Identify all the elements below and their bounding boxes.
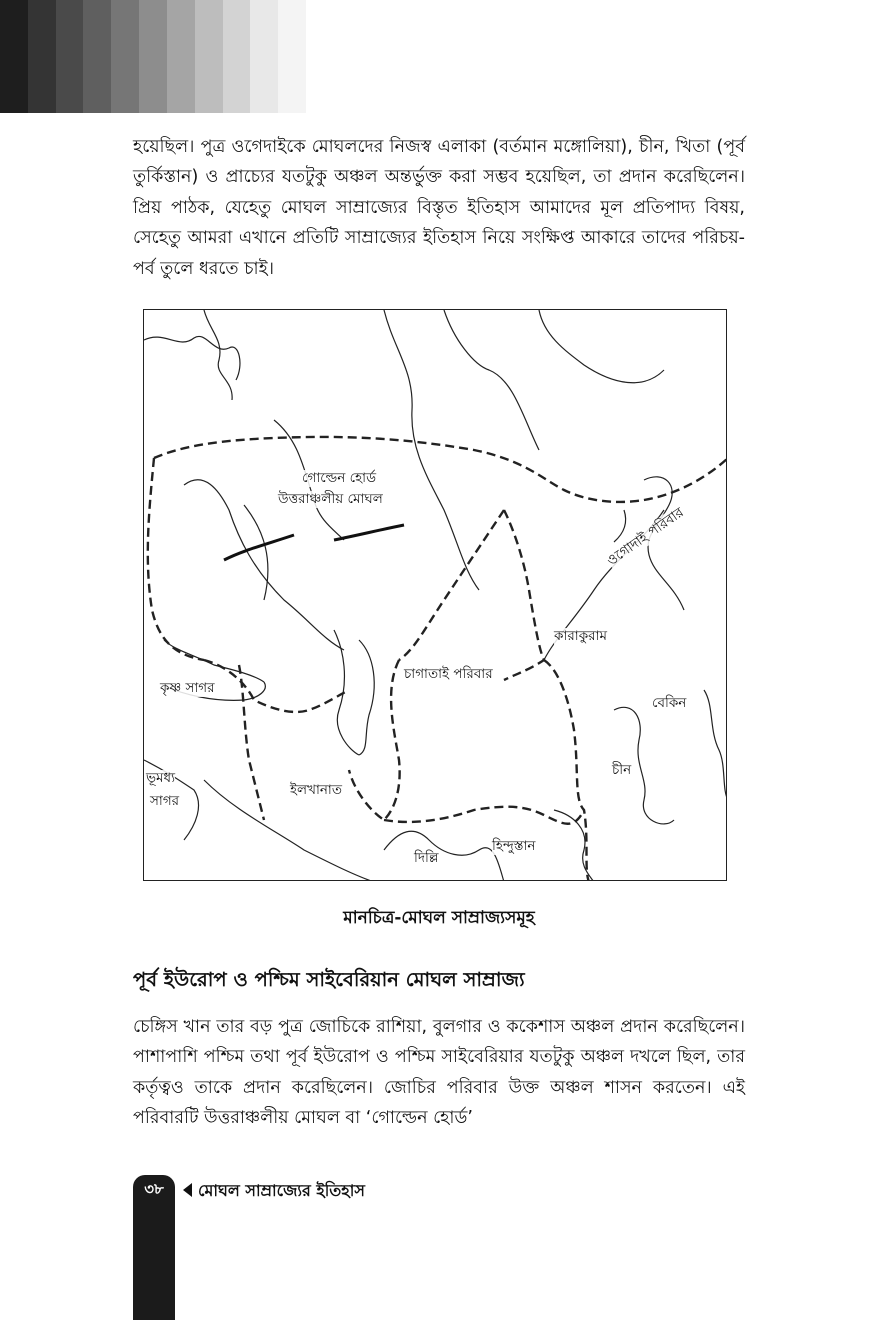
gray-scale-bar — [0, 0, 306, 113]
map-label-northern-mughal: উত্তরাঞ্চলীয় মোঘল — [278, 491, 383, 507]
map-label-karakorum: কারাকুরাম — [554, 628, 607, 644]
map-label-beijing: বেকিন — [652, 695, 687, 711]
gray-swatch — [83, 0, 111, 113]
map-drawing — [144, 310, 727, 881]
section-title: পূর্ব ইউরোপ ও পশ্চিম সাইবেরিয়ান মোঘল সাম্রাজ্য — [133, 968, 525, 991]
east-coast — [704, 690, 727, 800]
gray-swatch — [56, 0, 84, 113]
gray-swatch — [28, 0, 56, 113]
boundary-karakorum — [504, 510, 544, 680]
map-label-ilkhanate: ইলখানাত — [290, 782, 342, 798]
page-number: ৩৮ — [144, 1180, 164, 1198]
map-label-mediterranean-2: সাগর — [150, 793, 180, 809]
gray-swatch — [250, 0, 278, 113]
boundary-ilkhanate-west — [239, 665, 264, 820]
gray-swatch — [195, 0, 223, 113]
arabian-sea-coast — [384, 831, 504, 881]
boundary-china-west — [544, 660, 589, 881]
gray-swatch — [139, 0, 167, 113]
map-label-golden-horde: গোল্ডেন হোর্ড — [302, 470, 377, 486]
river-ob — [384, 310, 479, 590]
indochina — [554, 810, 594, 881]
boundary-chagatai-north — [399, 510, 504, 660]
boundary-north — [154, 437, 727, 502]
paragraph-top: হয়েছিল। পুত্র ওগেদাইকে মোঘলদের নিজস্ব এলাকা (বর্তমান মঙ্গোলিয়া), চীন, খিতা (পূর্ব তুর্কিস্তান) ও প্রাচ্যের যতটুকু অঞ্চল অন্তর্ভুক্ত করা সম্ভব হয়েছিল, তা প্রদান করেছিলেন। প্রিয় পাঠক, যেহেতু মোঘল সাম্রাজ্যের বিস্তৃত ইতিহাস আমাদের মূল প্রতিপাদ্য বিষয়, সেহেতু আমরা এখানে প্রতিটি সাম্রাজ্যের ইতিহাস নিয়ে সংক্ষিপ্ত আকারে তাদের পরিচয়-পর্ব তুলে ধরতে চাই। — [133, 137, 745, 279]
mughal-empires-map — [143, 309, 727, 881]
boundary-west — [148, 458, 204, 660]
baikal — [614, 510, 626, 542]
gray-swatch — [0, 0, 28, 113]
map-label-black-sea: কৃষ্ণ সাগর — [160, 680, 215, 696]
boundary-india-north — [384, 807, 584, 824]
gray-swatch — [278, 0, 306, 113]
map-label-hindustan: হিন্দুস্তান — [492, 838, 536, 854]
bold-river-1 — [224, 535, 294, 560]
map-label-delhi: দিল্লি — [414, 850, 439, 866]
river-yenisei — [444, 310, 539, 450]
paragraph-bottom: চেঙ্গিস খান তার বড় পুত্র জোচিকে রাশিয়া, বুলগার ও ককেশাস অঞ্চল প্রদান করেছিলেন। পাশাপাশি পশ্চিম তথা পূর্ব ইউরোপ ও পশ্চিম সাইবেরিয়ার যতটুকু অঞ্চল দখলে ছিল, তার কর্তৃত্বও তাকে প্রদান করেছিলেন। জোচির পরিবার উক্ত অঞ্চল শাসন করতেন। এই পরিবারটি উত্তরাঞ্চলীয় মোঘল বা ‘গোল্ডেন হোর্ড’ — [133, 1017, 745, 1129]
persian-coast — [204, 780, 374, 881]
gray-swatch — [167, 0, 195, 113]
map-label-chagatai-family: চাগাতাই পরিবার — [404, 666, 493, 682]
map-label-mediterranean-1: ভূমধ্য — [146, 770, 176, 786]
bold-river-2 — [334, 525, 404, 540]
map-label-china: চীন — [612, 762, 632, 778]
river-lena — [539, 310, 664, 383]
map-caption: মানচিত্র-মোঘল সাম্রাজ্যসমূহ — [343, 908, 535, 928]
arctic-coast — [144, 336, 240, 380]
gray-swatch — [111, 0, 139, 113]
left-arrow-icon — [183, 1183, 192, 1197]
black-sea-north — [164, 640, 264, 682]
caspian-east — [359, 640, 374, 755]
gray-swatch — [223, 0, 251, 113]
running-title: মোঘল সাম্রাজ্যের ইতিহাস — [198, 1181, 365, 1200]
map-label-ogedei-family: ওগোদাই পরিবার — [604, 504, 687, 570]
caspian-west — [334, 630, 359, 755]
scandinavia-coast — [204, 310, 232, 400]
